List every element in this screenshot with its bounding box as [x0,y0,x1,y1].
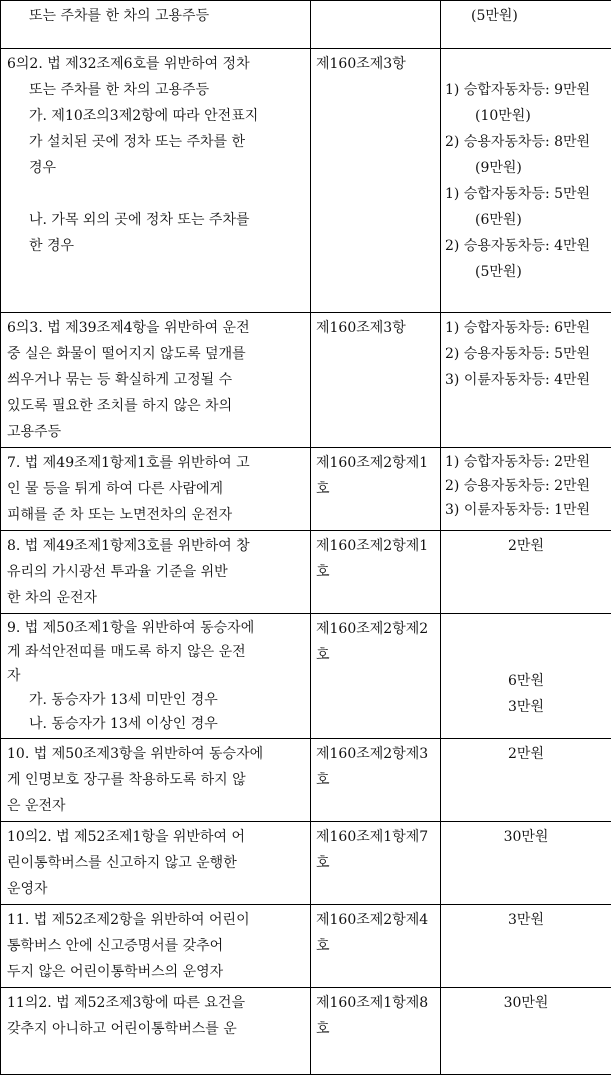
amount-line: 3만원 [445,694,607,720]
amount-cell [441,1,611,49]
violation-subitem-line: 경우 [7,155,306,181]
amount-line: (5만원) [445,3,607,29]
violation-line: 6의2. 법 제32조제6호를 위반하여 정차 [7,51,306,77]
amount-cell [441,49,611,313]
statute-cell: 제160조제3항 [311,313,441,448]
amount-line: 1) 승합자동차등: 2만원 [445,450,607,474]
amount-line: 3) 이륜자동차등: 1만원 [445,498,607,522]
violation-cell [1,614,311,739]
statute-cell: 제160조제2항제1호 [311,531,441,614]
violation-line: 8. 법 제49조제1항제3호를 위반하여 창 [7,533,306,559]
spacer [7,181,306,207]
violation-subitem-line: 나. 동승자가 13세 이상인 경우 [7,712,306,736]
statute-cell: 제160조제1항제7호 [311,822,441,905]
violation-line: 또는 주차를 한 차의 고용주등 [7,3,306,29]
violation-line: 유리의 가시광선 투과율 기준을 위반 [7,559,306,585]
amount-cell [441,739,611,822]
spacer [445,642,607,668]
amount-line: (9만원) [445,155,607,181]
amount-cell [441,614,611,739]
violation-line: 11의2. 법 제52조제3항에 따른 요건을 [7,990,306,1016]
violation-line: 자 [7,664,306,688]
amount-line: (5만원) [445,259,607,285]
amount-line: 1) 승합자동차등: 9만원 [445,77,607,103]
violation-cell [1,988,311,1075]
amount-line: 6만원 [445,668,607,694]
statute-cell: 제160조제1항제8호 [311,988,441,1075]
violation-cell [1,49,311,313]
violation-line: 씌우거나 묶는 등 확실하게 고정될 수 [7,367,306,393]
violation-line: 고용주등 [7,419,306,445]
statute-cell: 제160조제3항 [311,49,441,313]
violation-cell [1,822,311,905]
violation-subitem-line: 가 설치된 곳에 정차 또는 주차를 한 [7,129,306,155]
violation-cell [1,448,311,531]
violation-line: 9. 법 제50조제1항을 위반하여 동승자에 [7,616,306,640]
table-row [1,448,611,531]
amount-line: 2만원 [445,533,607,559]
amount-line: 2) 승용자동차등: 4만원 [445,233,607,259]
table-row [1,1,611,49]
amount-line: (6만원) [445,207,607,233]
violation-cell [1,905,311,988]
violation-line: 갖추지 아니하고 어린이통학버스를 운 [7,1016,306,1042]
amount-line: 1) 승합자동차등: 5만원 [445,181,607,207]
amount-cell [441,313,611,448]
amount-line: 2만원 [445,741,607,767]
violation-subitem-line: 가. 제10조의3제2항에 따라 안전표지 [7,103,306,129]
violation-line: 두지 않은 어린이통학버스의 운영자 [7,959,306,985]
violation-line: 피해를 준 차 또는 노면전차의 운전자 [7,502,306,528]
violation-line: 10. 법 제50조제3항을 위반하여 동승자에 [7,741,306,767]
violation-line: 한 차의 운전자 [7,585,306,611]
statute-cell: 제160조제2항제2호 [311,614,441,739]
violation-subitem-line: 나. 가목 외의 곳에 정차 또는 주차를 [7,207,306,233]
spacer [445,51,607,77]
violation-cell [1,313,311,448]
table-row [1,739,611,822]
table-row [1,905,611,988]
statute-cell [311,1,441,49]
amount-line: 30만원 [445,824,607,850]
violation-line: 중 실은 화물이 떨어지지 않도록 덮개를 [7,341,306,367]
amount-cell [441,448,611,531]
table-row [1,49,611,313]
table-row [1,531,611,614]
amount-line: 3) 이륜자동차등: 4만원 [445,367,607,393]
violation-line: 린이통학버스를 신고하지 않고 운행한 [7,850,306,876]
violation-line: 6의3. 법 제39조제4항을 위반하여 운전 [7,315,306,341]
violation-cell [1,531,311,614]
violation-cell [1,739,311,822]
violation-line: 인 물 등을 튀게 하여 다른 사람에게 [7,476,306,502]
violation-line: 은 운전자 [7,793,306,819]
violation-line: 게 인명보호 장구를 착용하도록 하지 않 [7,767,306,793]
amount-line: (10만원) [445,103,607,129]
violation-line: 또는 주차를 한 차의 고용주등 [7,77,306,103]
amount-line: 2) 승용자동차등: 5만원 [445,341,607,367]
amount-cell [441,988,611,1075]
table-row [1,313,611,448]
statute-cell: 제160조제2항제1호 [311,448,441,531]
violation-line: 11. 법 제52조제2항을 위반하여 어린이 [7,907,306,933]
amount-cell [441,822,611,905]
violation-subitem-line: 가. 동승자가 13세 미만인 경우 [7,688,306,712]
violation-cell [1,1,311,49]
violation-line: 10의2. 법 제52조제1항을 위반하여 어 [7,824,306,850]
amount-line: 2) 승용자동차등: 8만원 [445,129,607,155]
amount-line: 2) 승용자동차등: 2만원 [445,474,607,498]
violation-line: 운영자 [7,876,306,902]
amount-cell [441,905,611,988]
amount-line: 3만원 [445,907,607,933]
violation-line: 7. 법 제49조제1항제1호를 위반하여 고 [7,450,306,476]
violation-line: 있도록 필요한 조치를 하지 않은 차의 [7,393,306,419]
table-row [1,822,611,905]
statute-cell: 제160조제2항제4호 [311,905,441,988]
amount-line: 1) 승합자동차등: 6만원 [445,315,607,341]
table-row [1,614,611,739]
violation-line: 통학버스 안에 신고증명서를 갖추어 [7,933,306,959]
violation-subitem-line: 한 경우 [7,233,306,259]
statute-cell: 제160조제2항제3호 [311,739,441,822]
table-row [1,988,611,1075]
violation-line: 게 좌석안전띠를 매도록 하지 않은 운전 [7,640,306,664]
amount-line: 30만원 [445,990,607,1016]
amount-cell [441,531,611,614]
spacer [445,616,607,642]
